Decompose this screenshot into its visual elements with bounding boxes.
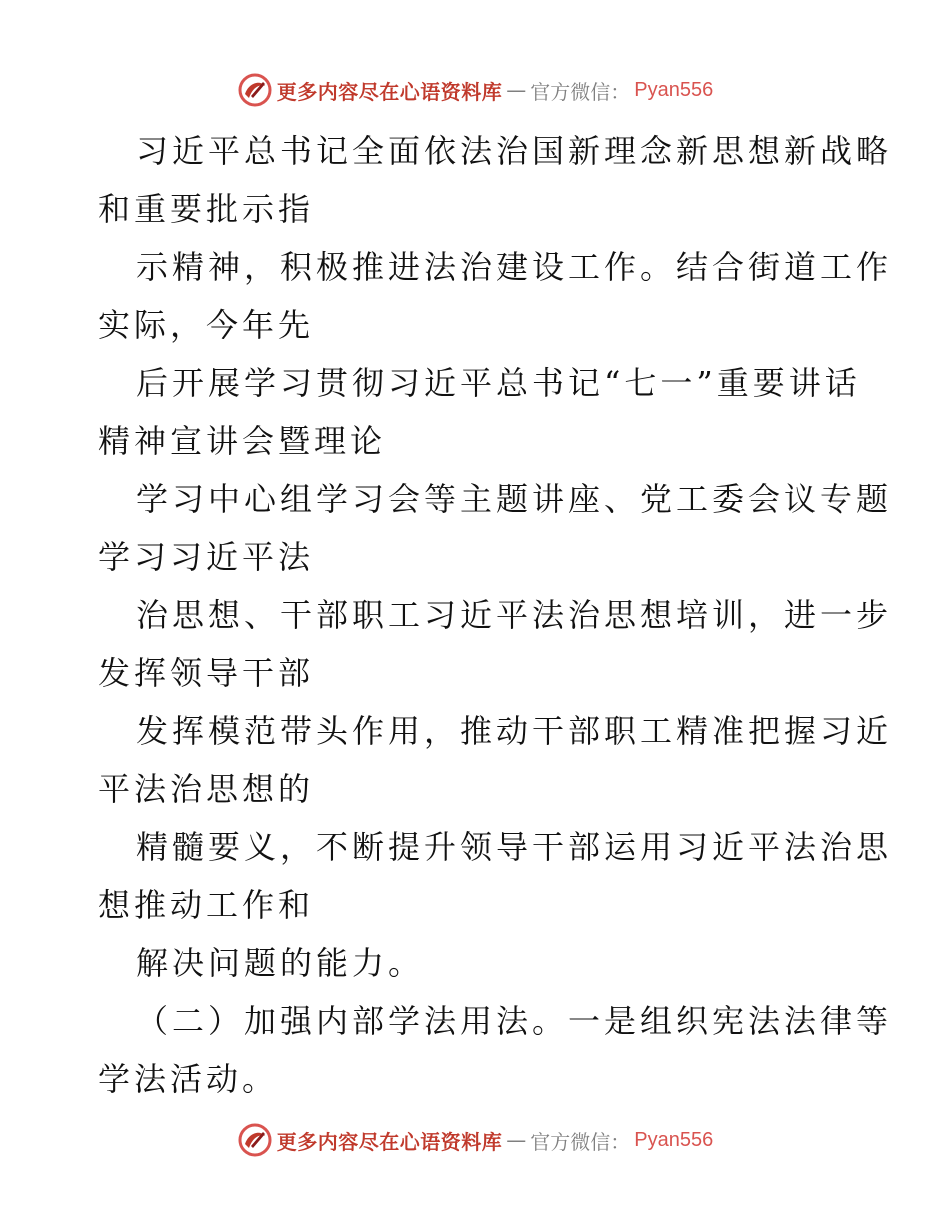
paragraph-line: 和重要批示指 <box>98 190 315 228</box>
paragraph-line: 精神宣讲会暨理论 <box>98 422 387 460</box>
paragraph-line: 发挥模范带头作用，推动干部职工精准把握习近 <box>136 712 893 750</box>
watermark-main-text: 更多内容尽在心语资料库 <box>276 1129 503 1154</box>
paragraph-line: 学法活动。 <box>98 1060 279 1098</box>
paragraph-line: 解决问题的能力。 <box>136 944 425 982</box>
watermark-label: 官方微信： <box>530 1129 631 1154</box>
paragraph-line: 治思想、干部职工习近平法治思想培训，进一步 <box>136 596 893 634</box>
watermark-main-text: 更多内容尽在心语资料库 <box>276 79 503 104</box>
paragraph-line: 学习中心组学习会等主题讲座、党工委会议专题 <box>136 480 893 518</box>
watermark-label: 官方微信： <box>530 79 631 104</box>
paragraph-line: 平法治思想的 <box>98 770 315 808</box>
paragraph-line: 想推动工作和 <box>98 886 315 924</box>
footer-watermark <box>0 1120 950 1160</box>
section-heading-line: （二）加强内部学法用法。一是组织宪法法律等 <box>136 1002 893 1040</box>
paragraph-line: 实际，今年先 <box>98 306 315 344</box>
paragraph-line: 习近平总书记全面依法治国新理念新思想新战略 <box>136 132 893 170</box>
paragraph-line: 学习习近平法 <box>98 538 315 576</box>
paragraph-line: 后开展学习贯彻习近平总书记“七一”重要讲话 <box>136 364 861 402</box>
watermark-wechat-id: Pyan556 <box>634 78 714 101</box>
header-watermark <box>0 70 950 110</box>
watermark-wechat-id: Pyan556 <box>634 1128 714 1151</box>
pen-nib-swirl-icon <box>237 72 273 108</box>
watermark-separator: — <box>506 1128 527 1152</box>
paragraph-line: 精髓要义，不断提升领导干部运用习近平法治思 <box>136 828 893 866</box>
document-body <box>98 122 893 1108</box>
pen-nib-swirl-icon <box>237 1122 273 1158</box>
paragraph-line: 示精神，积极推进法治建设工作。结合街道工作 <box>136 248 893 286</box>
watermark-separator: — <box>506 78 527 102</box>
paragraph-line: 发挥领导干部 <box>98 654 315 692</box>
